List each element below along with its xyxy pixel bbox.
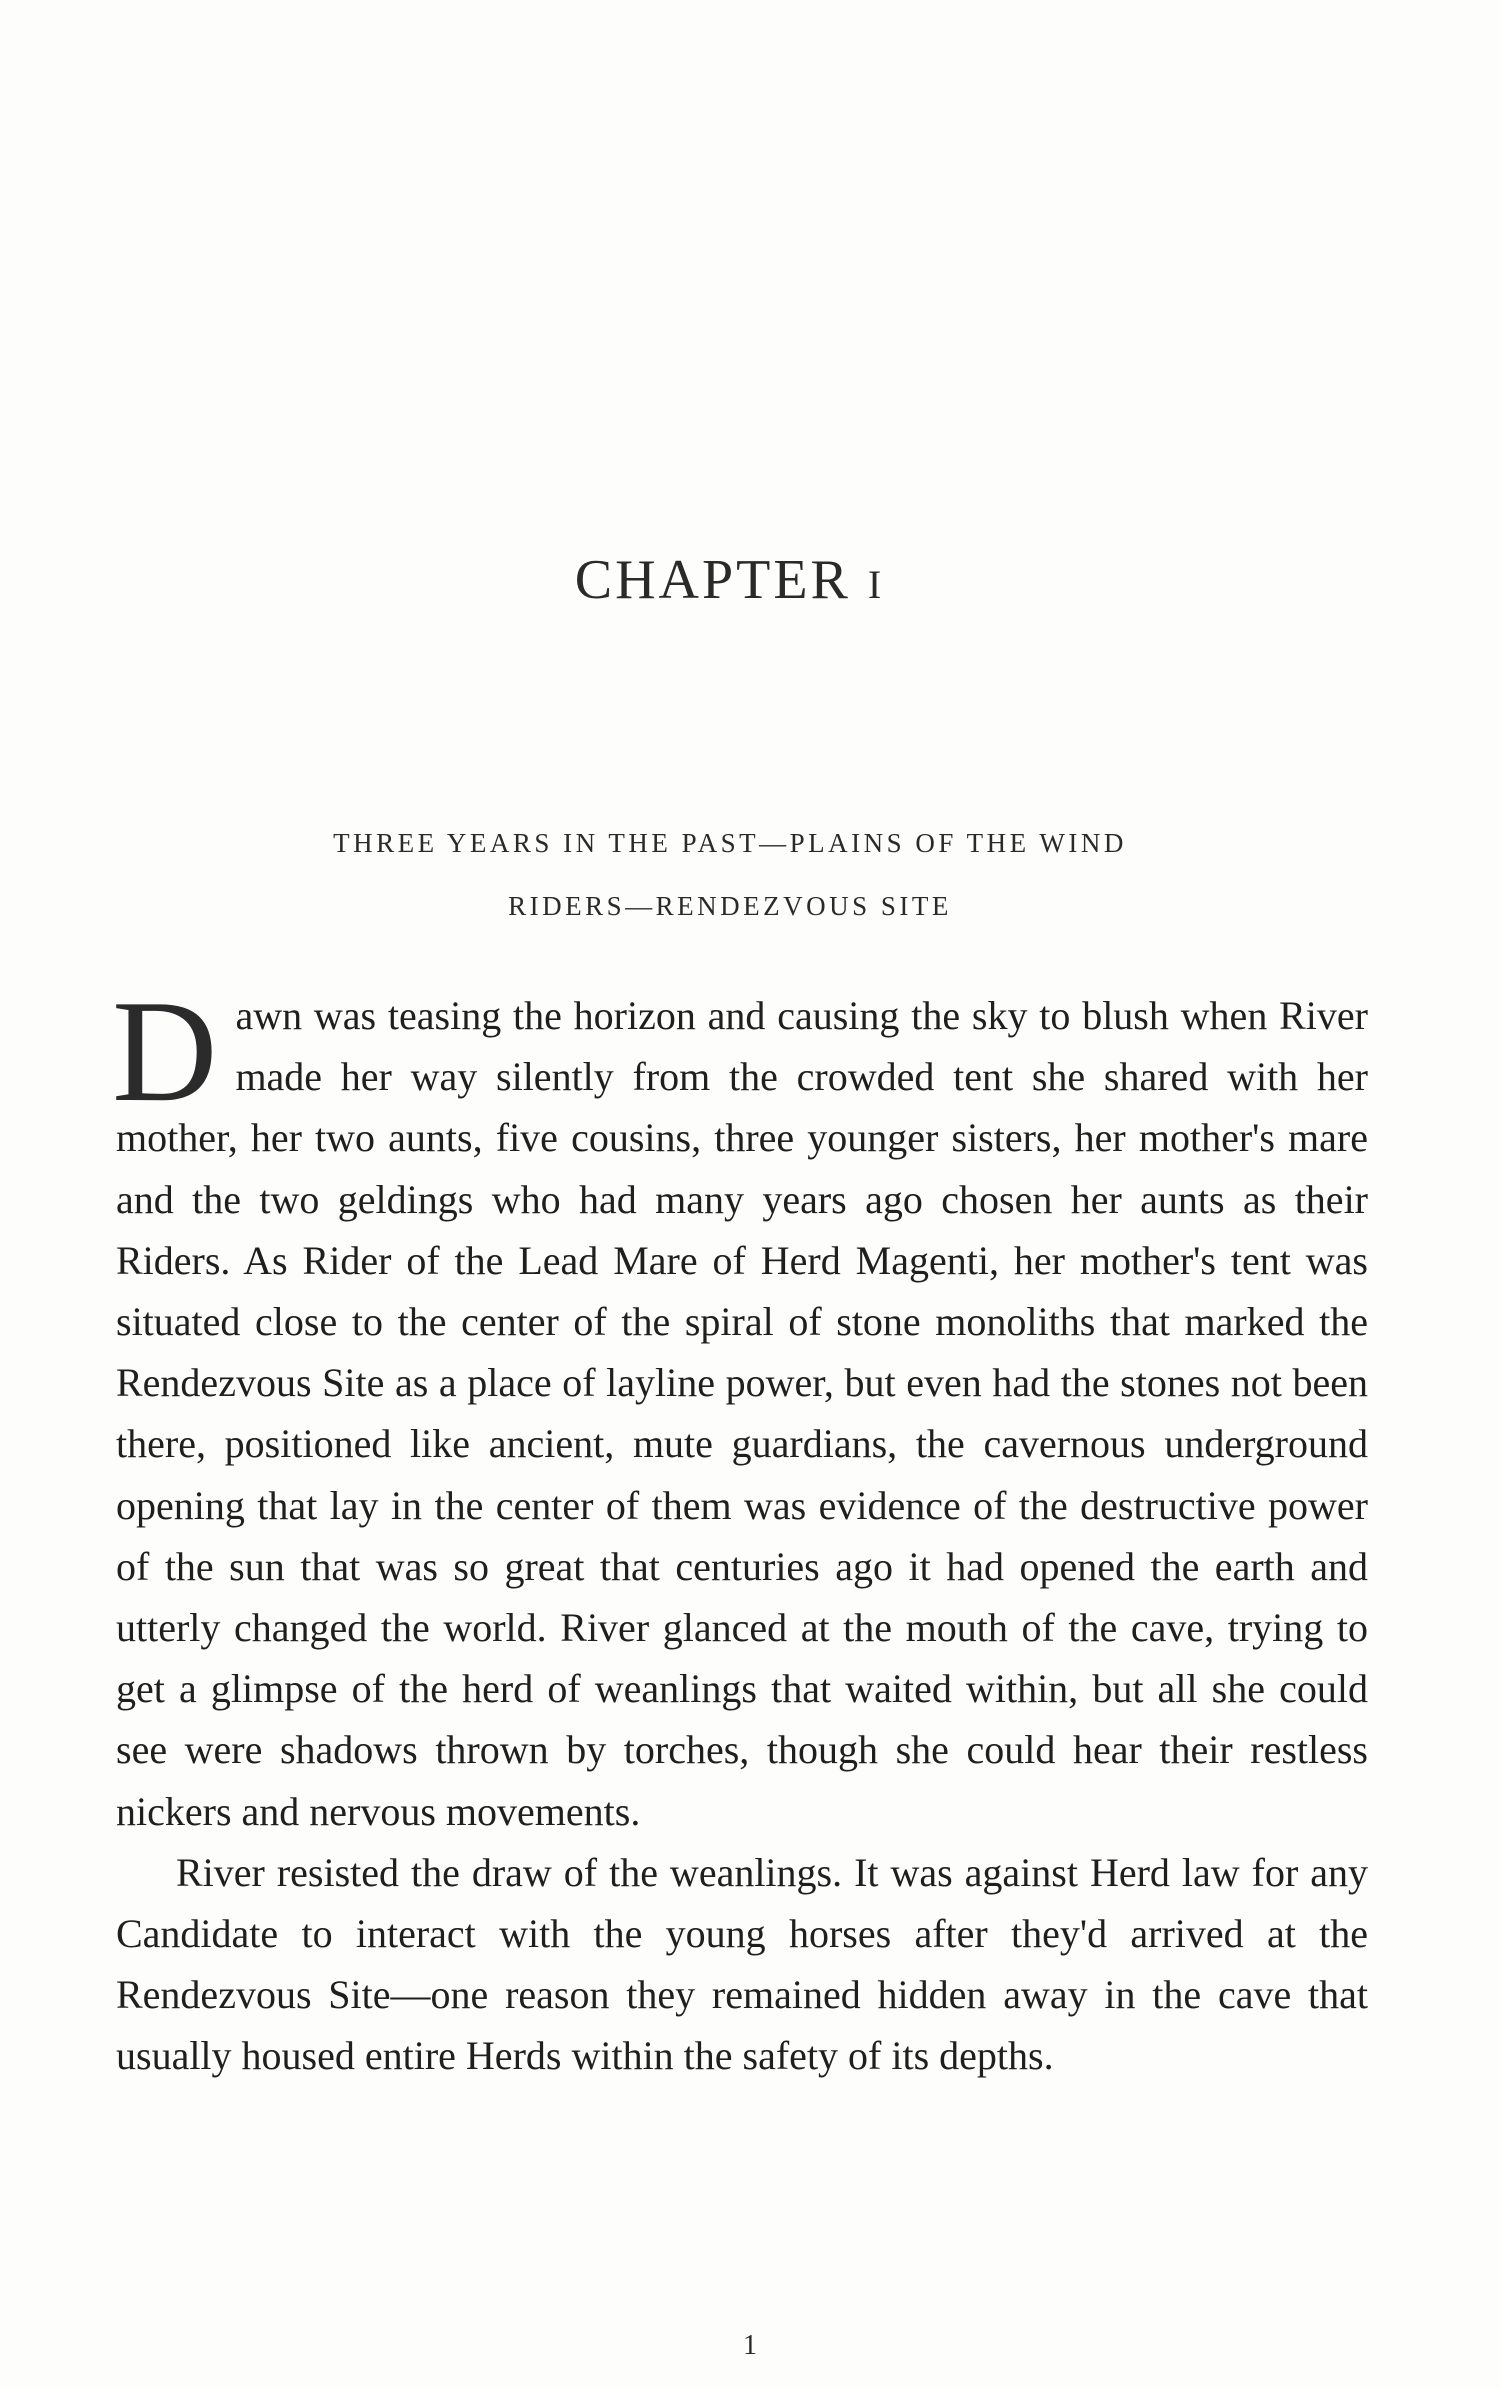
paragraph-2: River resisted the draw of the weanlings. It was against Herd law for any Candidate to interact with the young horses after they'd arrived at the Rendezvous Site—one reason they remained hidden away in the cave that usually housed entire Herds within the safety of its depths. — [116, 1849, 1368, 2079]
subtitle-line-1: THREE YEARS IN THE PAST—PLAINS OF THE WIND — [333, 828, 1127, 858]
body-text — [112, 970, 1368, 2087]
paragraph-1 — [112, 970, 1368, 1842]
chapter-title — [0, 548, 1456, 612]
chapter-number: I — [867, 562, 882, 607]
paragraph-1-text: awn was teasing the horizon and causing the sky to blush when River made her way silently from the crowded tent she shared with her mother, her two aunts, five cousins, three younger sisters, her mother's mare and the two geldings who had many years ago chosen her aunts as their Riders. As Rider of the Lead Mare of Herd Magenti, her mother's tent was situated close to the center of the spiral of stone monoliths that marked the Rendezvous Site as a place of layline power, but even had the stones not been there, positioned like ancient, mute guardians, the cavernous underground opening that lay in the center of them was evidence of the destructive power of the sun that was so great that centuries ago it had opened the earth and utterly changed the world. River glanced at the mouth of the cave, trying to get a glimpse of the herd of weanlings that waited within, but all she could see were shadows thrown by torches, though she could hear their restless nickers and nervous movements. — [116, 993, 1368, 1834]
chapter-label: CHAPTER — [574, 549, 851, 611]
page-number: 1 — [743, 2330, 757, 2361]
drop-cap: D — [112, 970, 218, 1132]
chapter-subtitle — [200, 812, 1260, 938]
subtitle-line-2: RIDERS—RENDEZVOUS SITE — [508, 891, 952, 921]
